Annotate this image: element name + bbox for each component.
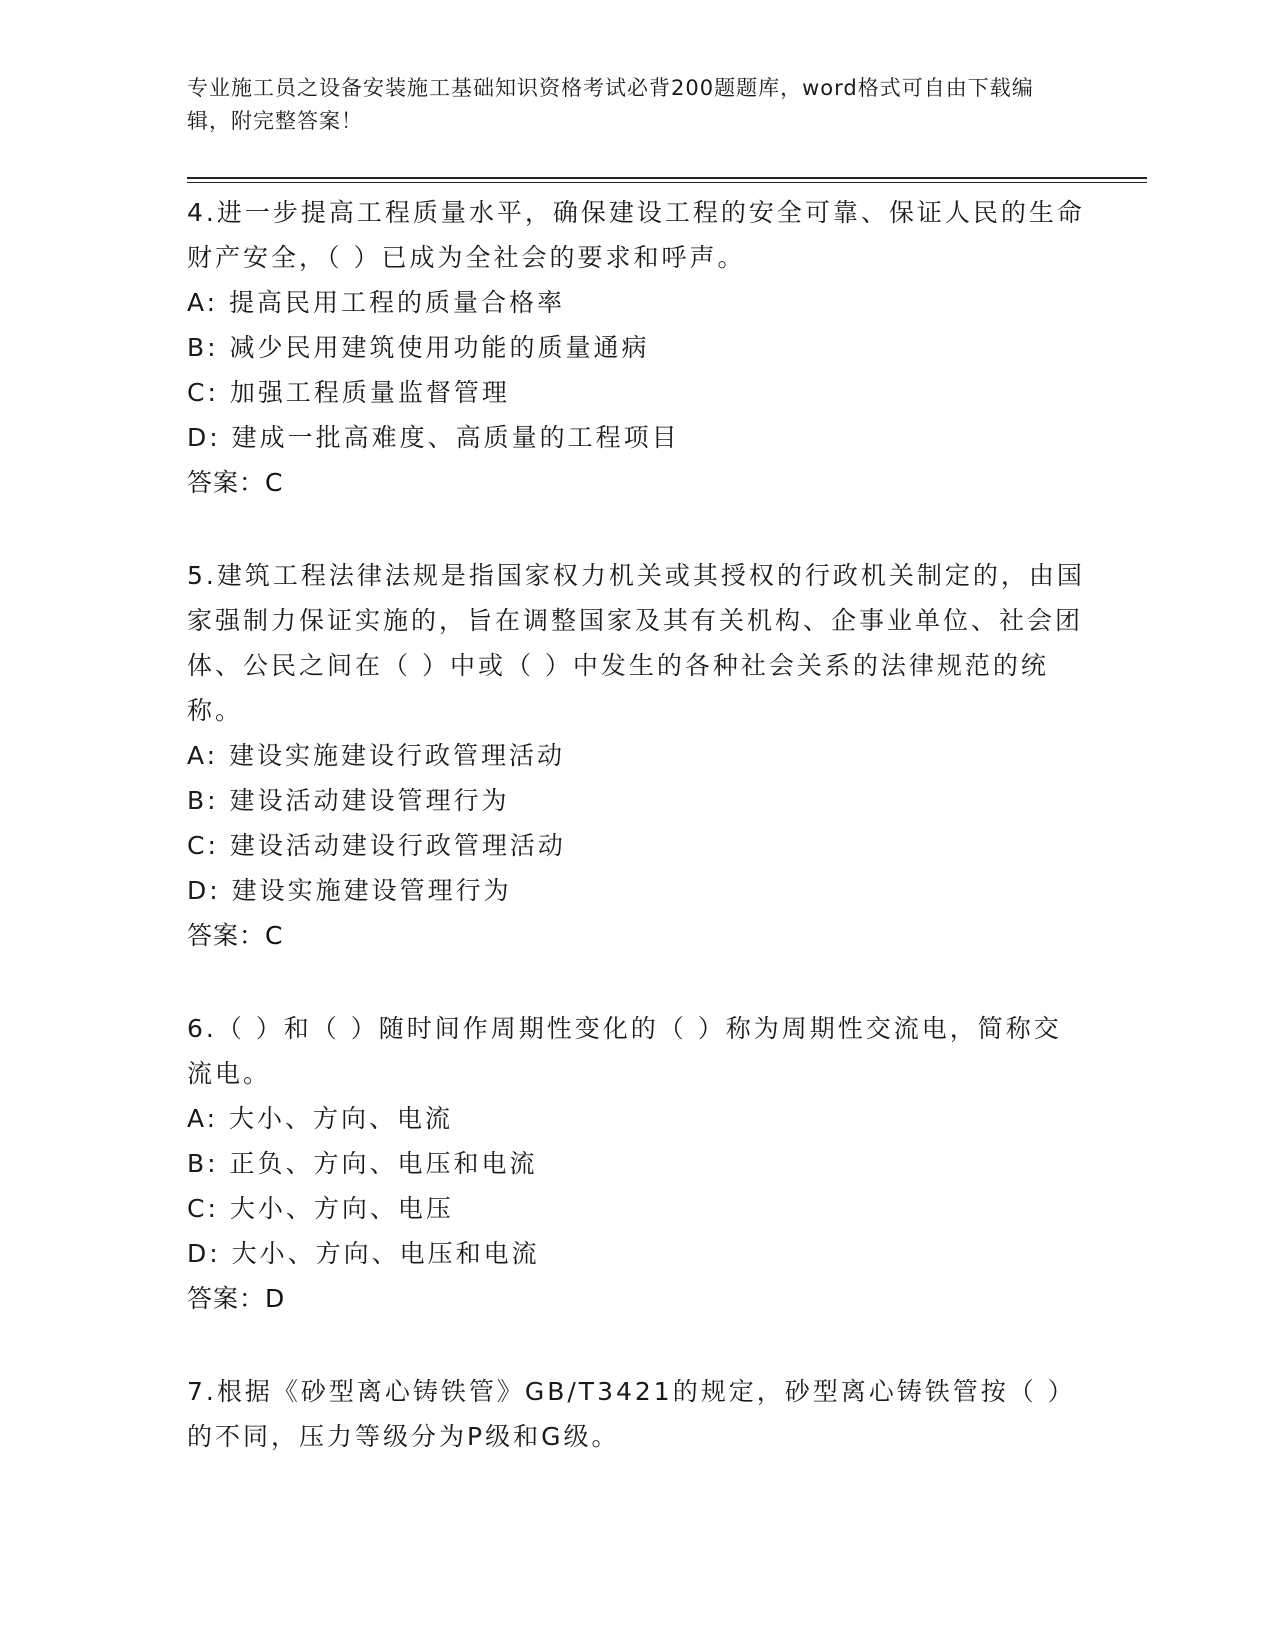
question-text: 7.根据《砂型离心铸铁管》GB/T3421的规定，砂型离心铸铁管按（ ）的不同，压力等级分为P级和G级。 [187, 1377, 1076, 1451]
question-text: 4.进一步提高工程质量水平，确保建设工程的安全可靠、保证人民的生命财产安全，（ ）已成为全社会的要求和呼声。 [187, 198, 1085, 272]
option-c: C: 建设活动建设行政管理活动 [187, 831, 566, 860]
question-6 [187, 1006, 1087, 1321]
option-a: A: 大小、方向、电流 [187, 1104, 454, 1133]
question-text: 5.建筑工程法律法规是指国家权力机关或其授权的行政机关制定的，由国家强制力保证实施的，旨在调整国家及其有关机构、企事业单位、社会团体、公民之间在（ ）中或（ ）中发生的各种社会关系的法律规范的统称。 [187, 561, 1085, 725]
header-divider-thick [187, 177, 1147, 179]
option-d: D: 建成一批高难度、高质量的工程项目 [187, 423, 680, 452]
option-a: A: 建设实施建设行政管理活动 [187, 741, 566, 770]
question-7 [187, 1369, 1087, 1459]
question-list [187, 190, 1087, 1507]
header-title: 专业施工员之设备安装施工基础知识资格考试必背200题题库，word格式可自由下载编辑，附完整答案！ [187, 76, 1034, 133]
option-c: C: 大小、方向、电压 [187, 1194, 454, 1223]
question-5 [187, 553, 1087, 958]
question-text: 6.（ ）和（ ）随时间作周期性变化的（ ）称为周期性交流电，简称交流电。 [187, 1014, 1062, 1088]
answer-label: 答案：D [187, 1284, 286, 1313]
option-d: D: 建设实施建设管理行为 [187, 876, 512, 905]
question-4 [187, 190, 1087, 505]
option-b: B: 减少民用建筑使用功能的质量通病 [187, 333, 650, 362]
document-header [187, 72, 1067, 138]
option-c: C: 加强工程质量监督管理 [187, 378, 510, 407]
answer-label: 答案：C [187, 921, 284, 950]
option-b: B: 正负、方向、电压和电流 [187, 1149, 538, 1178]
option-a: A: 提高民用工程的质量合格率 [187, 288, 566, 317]
option-d: D: 大小、方向、电压和电流 [187, 1239, 540, 1268]
option-b: B: 建设活动建设管理行为 [187, 786, 510, 815]
header-divider-thin [187, 182, 1147, 183]
answer-label: 答案：C [187, 468, 284, 497]
